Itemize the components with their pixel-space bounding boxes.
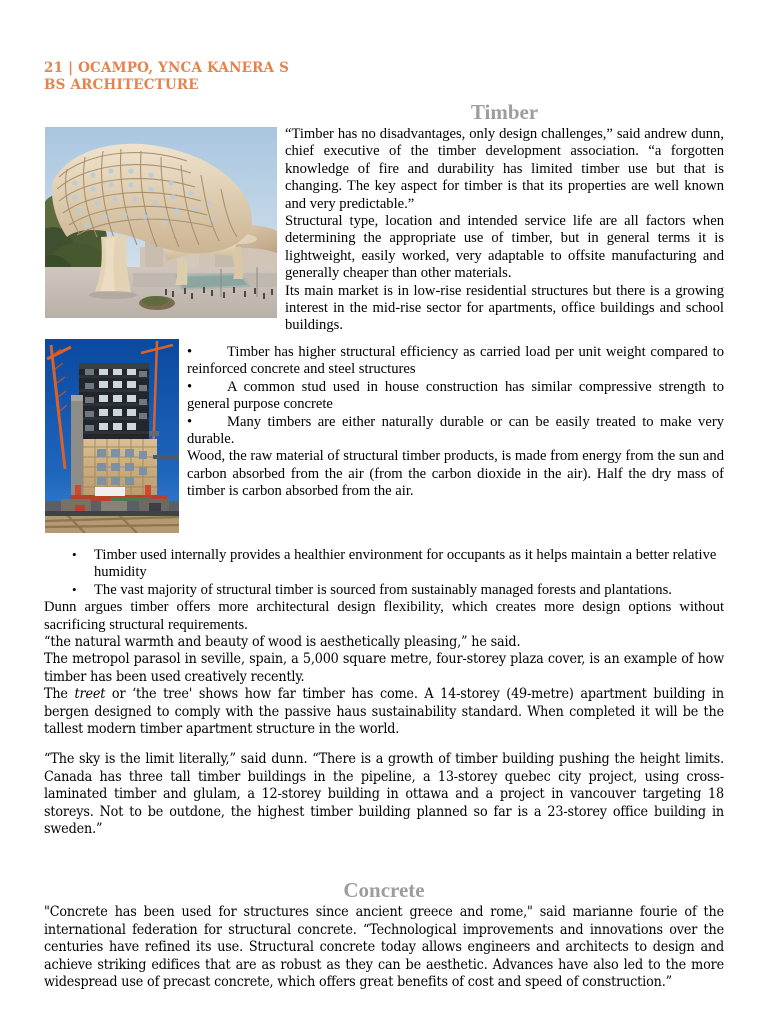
timber-paragraph-5: Dunn argues timber offers more architectural design flexibility, which creates more design options without sacrificing structural requirements. [44, 599, 724, 633]
metropol-parasol-illustration [45, 127, 277, 318]
list-item-text: A common stud used in house construction has similar compressive strength to general purpose concrete [187, 378, 724, 413]
timber-paragraph-4: Wood, the raw material of structural timber products, is made from energy from the sun and carbon absorbed from the air (from the carbon dioxide in the air). Half the dry mass of timber is carbon absorbed from the air. [187, 448, 724, 500]
bullet-glyph: • [187, 378, 193, 395]
p8-italic-treet: treet [74, 686, 106, 703]
concrete-paragraph-1: "Concrete has been used for structures since ancient greece and rome," said marianne fourie of the international federation for structural concrete. “Technological improvements and innovations over the centuries have refined its use. Structural concrete today allows engineers and architects to design and achieve striking edifices that are as robust as they can be aesthetic. Advances have also led to the more widespread use of precast concrete, which offers great benefits of cost and speed of construction.” [44, 904, 724, 990]
header-line-1: 21 | OCAMPO, YNCA KANERA S [44, 60, 290, 76]
treet-building-photo [45, 339, 179, 533]
document-body [44, 100, 724, 991]
section-title-concrete: Concrete [343, 878, 425, 903]
timber-paragraph-7: The metropol parasol in seville, spain, a 5,000 square metre, four-storey plaza cover, is an example of how timber has been used creatively recently. [44, 651, 724, 685]
timber-paragraph-8 [44, 686, 724, 738]
treet-building-illustration [45, 339, 179, 533]
metropol-parasol-photo [45, 127, 277, 318]
spacer [44, 537, 724, 545]
timber-hanging-bullet-list [44, 547, 724, 599]
p8-post: or ‘the tree' shows how far timber has come. A 14-storey (49-metre) apartment building in bergen designed to comply with the passive haus sustainability standard. When completed it will be the tallest modern timber apartment structure in the world. [44, 686, 724, 737]
list-item-text: The vast majority of structural timber is sourced from sustainably managed forests and plantations. [94, 581, 672, 598]
bullet-glyph: • [187, 343, 193, 360]
list-item [68, 582, 724, 599]
section-title-timber: Timber [470, 100, 539, 124]
timber-paragraph-6: “the natural warmth and beauty of wood is aesthetically pleasing,” he said. [44, 633, 521, 650]
timber-paragraph-1: “Timber has no disadvantages, only design challenges,” said andrew dunn, chief executive of the timber development association. “a forgotten knowledge of fire and durability has limited timber use but that is changing. The key aspect for timber is that its properties are well known and very predictable.” [285, 126, 724, 212]
timber-paragraph-9: “The sky is the limit literally,” said dunn. “There is a growth of timber building pushing the height limits. Canada has three tall timber buildings in the pipeline, a 13-storey quebec city project, using cross-laminated timber and glulam, a 12-storey building in ottawa and a project in vancouver targeting 18 storeys. Not to be outdone, the highest timber building planned so far is a 23-storey office building in sweden.” [44, 751, 724, 837]
list-item-text: Many timbers are either naturally durable or can be easily treated to make very durable. [187, 413, 724, 447]
p8-pre: The [44, 686, 75, 703]
timber-paragraph-2: Structural type, location and intended service life are all factors when determining the appropriate use of timber, but in general terms it is lightweight, easily worked, very adaptable to offsite manufacturing and generally cheaper than other materials. [285, 213, 724, 282]
spacer [44, 738, 724, 751]
bullet-glyph: • [187, 413, 193, 430]
running-header [44, 60, 644, 94]
list-item [68, 547, 724, 582]
timber-paragraph-3: Its main market is in low-rise residential structures but there is a growing interest in the mid-rise sector for apartments, office buildings and school buildings. [285, 282, 724, 334]
header-line-2: BS ARCHITECTURE [44, 77, 199, 93]
list-item-text: Timber has higher structural efficiency as carried load per unit weight compared to reinforced concrete and steel structures [187, 343, 724, 378]
list-item-text: Timber used internally provides a healthier environment for occupants as it helps maintain a better relative humidity [94, 546, 717, 581]
spacer [44, 858, 724, 872]
spacer [44, 838, 724, 858]
